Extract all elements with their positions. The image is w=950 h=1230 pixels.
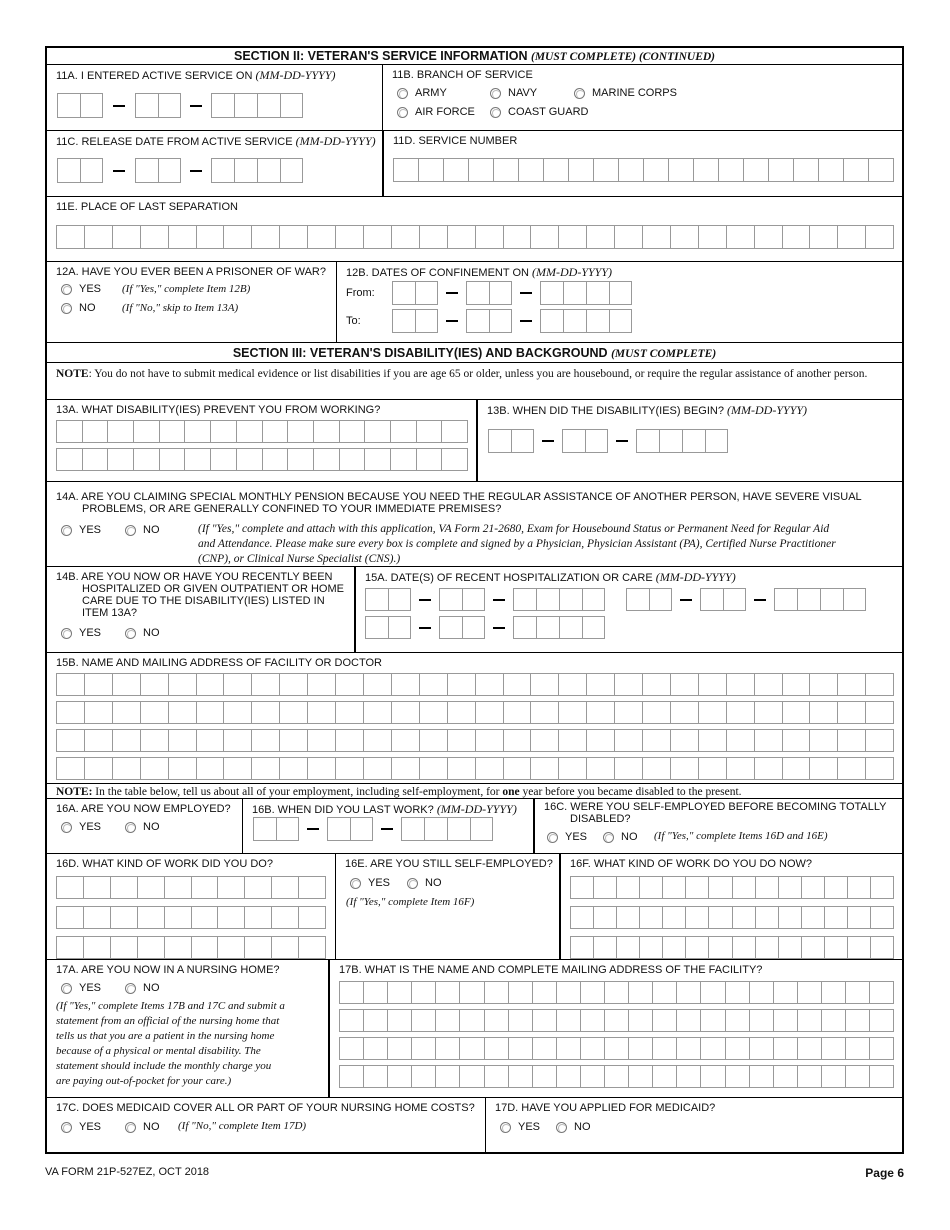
note-17a-1: (If "Yes," complete Items 17B and 17C and submit a bbox=[56, 1000, 285, 1012]
radio-circle-icon bbox=[125, 822, 136, 833]
note-17a-5: statement should include the monthly charge you bbox=[56, 1060, 272, 1072]
current-work-line-2[interactable] bbox=[570, 906, 894, 929]
row-12a-12b bbox=[47, 262, 902, 343]
note-text: : You do not have to submit medical evidence or list disabilities if you are age 65 or older, unless you are housebound, or require the regular assistance of another person. bbox=[88, 368, 868, 380]
radio-16c-no[interactable] bbox=[603, 831, 638, 843]
label-17b: 17B. WHAT IS THE NAME AND COMPLETE MAILING ADDRESS OF THE FACILITY? bbox=[339, 964, 763, 976]
radio-circle-icon bbox=[61, 284, 72, 295]
radio-marines[interactable] bbox=[574, 87, 677, 99]
radio-circle-icon bbox=[125, 525, 136, 536]
field-17c bbox=[47, 1098, 485, 1152]
date-12b-from[interactable] bbox=[392, 281, 632, 305]
fmt-15a: (MM-DD-YYYY) bbox=[655, 570, 736, 584]
field-16c bbox=[533, 799, 902, 853]
radio-army-label: ARMY bbox=[415, 87, 447, 99]
row-11e bbox=[47, 197, 902, 262]
radio-16c-yes-label: YES bbox=[565, 831, 588, 843]
label-14b bbox=[56, 571, 344, 619]
label-16c bbox=[544, 801, 887, 825]
field-15a bbox=[354, 567, 902, 652]
radio-16e-no[interactable] bbox=[407, 877, 442, 889]
note-17a-6: are paying out-of-pocket for your care.) bbox=[56, 1075, 232, 1087]
address-line-1[interactable] bbox=[56, 673, 894, 696]
radio-17d-no[interactable] bbox=[556, 1121, 591, 1133]
work-line-2[interactable] bbox=[56, 906, 326, 929]
place-of-separation-boxes[interactable] bbox=[56, 225, 894, 249]
radio-airforce[interactable] bbox=[397, 106, 475, 118]
row-17c-17d bbox=[47, 1098, 902, 1152]
fmt-11c: (MM-DD-YYYY) bbox=[295, 134, 376, 148]
label-16c-1: 16C. WERE YOU SELF-EMPLOYED BEFORE BECOMING TOTALLY bbox=[544, 801, 887, 813]
form-number: VA FORM 21P-527EZ, OCT 2018 bbox=[45, 1166, 210, 1178]
section-2-note: (MUST COMPLETE) (CONTINUED) bbox=[531, 51, 715, 63]
form-page bbox=[45, 46, 904, 1154]
radio-circle-icon bbox=[547, 832, 558, 843]
fmt-12b: (MM-DD-YYYY) bbox=[532, 265, 613, 279]
date-11a[interactable] bbox=[57, 93, 303, 118]
radio-14a-no[interactable] bbox=[125, 524, 160, 536]
radio-17a-no[interactable] bbox=[125, 982, 160, 994]
radio-coastguard[interactable] bbox=[490, 106, 588, 118]
note-17c: (If "No," complete Item 17D) bbox=[178, 1120, 307, 1132]
date-16b[interactable] bbox=[253, 817, 493, 841]
row-11a-11b bbox=[47, 65, 902, 131]
note2-bold: one bbox=[502, 786, 520, 798]
date-15a-1[interactable] bbox=[365, 588, 605, 611]
radio-marines-label: MARINE CORPS bbox=[592, 87, 677, 99]
label-17c: 17C. DOES MEDICAID COVER ALL OR PART OF YOUR NURSING HOME COSTS? bbox=[56, 1102, 475, 1114]
current-work-line-1[interactable] bbox=[570, 876, 894, 899]
radio-circle-icon bbox=[125, 983, 136, 994]
label-from: From: bbox=[346, 287, 375, 299]
label-14a-2: PROBLEMS, OR ARE GENERALLY CONFINED TO YOUR IMMEDIATE PREMISES? bbox=[82, 503, 502, 515]
radio-circle-icon bbox=[556, 1122, 567, 1133]
employment-note-row bbox=[47, 784, 902, 799]
note-17a-3: tells us that you are a patient in the nursing home bbox=[56, 1030, 275, 1042]
radio-circle-icon bbox=[397, 88, 408, 99]
current-work-line-3[interactable] bbox=[570, 936, 894, 959]
row-16d-16f bbox=[47, 854, 902, 960]
date-15a-3[interactable] bbox=[365, 616, 605, 639]
field-11b bbox=[382, 65, 902, 130]
radio-16c-yes[interactable] bbox=[547, 831, 587, 843]
radio-17a-no-label: NO bbox=[143, 982, 160, 994]
field-16e bbox=[335, 854, 559, 959]
field-11d bbox=[382, 131, 902, 196]
radio-17c-yes-label: YES bbox=[79, 1121, 102, 1133]
label-16b: 16B. WHEN DID YOU LAST WORK? bbox=[252, 804, 434, 816]
radio-17a-yes-label: YES bbox=[79, 982, 102, 994]
radio-circle-icon bbox=[61, 822, 72, 833]
section-3-title: SECTION III: VETERAN'S DISABILITY(IES) AND BACKGROUND bbox=[232, 346, 608, 360]
note-12a-yes: (If "Yes," complete Item 12B) bbox=[122, 283, 251, 295]
label-17a: 17A. ARE YOU NOW IN A NURSING HOME? bbox=[56, 964, 280, 976]
label-12b: 12B. DATES OF CONFINEMENT ON bbox=[346, 267, 529, 279]
label-13b: 13B. WHEN DID THE DISABILITY(IES) BEGIN? bbox=[487, 405, 724, 417]
radio-circle-icon bbox=[500, 1122, 511, 1133]
row-16a-16c bbox=[47, 799, 902, 854]
radio-12a-yes-label: YES bbox=[79, 283, 102, 295]
label-12a: 12A. HAVE YOU EVER BEEN A PRISONER OF WAR? bbox=[56, 266, 326, 278]
label-14b-2: HOSPITALIZED OR GIVEN OUTPATIENT OR HOME bbox=[82, 583, 344, 595]
radio-14a-yes[interactable] bbox=[61, 524, 101, 536]
radio-14b-no[interactable] bbox=[125, 627, 160, 639]
note-16c: (If "Yes," complete Items 16D and 16E) bbox=[654, 830, 828, 842]
facility-line-3[interactable] bbox=[339, 1037, 894, 1060]
address-line-2[interactable] bbox=[56, 701, 894, 724]
row-15b bbox=[47, 653, 902, 784]
field-13a bbox=[47, 400, 476, 481]
label-17d: 17D. HAVE YOU APPLIED FOR MEDICAID? bbox=[495, 1102, 716, 1114]
section-3-header bbox=[47, 343, 902, 363]
date-12b-to[interactable] bbox=[392, 309, 632, 333]
row-11c-11d bbox=[47, 131, 902, 197]
date-11c[interactable] bbox=[57, 158, 303, 183]
section-3-note-row bbox=[47, 363, 902, 400]
field-17d bbox=[485, 1098, 902, 1152]
radio-14b-no-label: NO bbox=[143, 627, 160, 639]
label-16c-2: DISABLED? bbox=[570, 813, 631, 825]
note2-label: NOTE: bbox=[56, 786, 93, 798]
radio-circle-icon bbox=[490, 107, 501, 118]
note-16e: (If "Yes," complete Item 16F) bbox=[346, 896, 475, 908]
work-line-1[interactable] bbox=[56, 876, 326, 899]
row-14b-15a bbox=[47, 567, 902, 653]
label-15a: 15A. DATE(S) OF RECENT HOSPITALIZATION OR CARE bbox=[365, 572, 653, 584]
radio-16e-no-label: NO bbox=[425, 877, 442, 889]
radio-17c-no[interactable] bbox=[125, 1121, 160, 1133]
work-line-3[interactable] bbox=[56, 936, 326, 959]
address-line-4[interactable] bbox=[56, 757, 894, 780]
row-13a-13b bbox=[47, 400, 902, 482]
label-16f: 16F. WHAT KIND OF WORK DO YOU DO NOW? bbox=[570, 858, 813, 870]
radio-17d-yes[interactable] bbox=[500, 1121, 540, 1133]
radio-navy-label: NAVY bbox=[508, 87, 538, 99]
instr-14a-3: (CNP), or Clinical Nurse Specialist (CNS).) bbox=[198, 553, 401, 565]
field-11a bbox=[47, 65, 382, 130]
radio-16a-no-label: NO bbox=[143, 821, 160, 833]
field-16f bbox=[559, 854, 902, 959]
radio-circle-icon bbox=[574, 88, 585, 99]
service-number-boxes[interactable] bbox=[393, 158, 894, 182]
note-17a bbox=[56, 999, 285, 1089]
radio-17c-no-label: NO bbox=[143, 1121, 160, 1133]
field-16b bbox=[242, 799, 533, 853]
label-11b: 11B. BRANCH OF SERVICE bbox=[392, 69, 533, 81]
radio-circle-icon bbox=[603, 832, 614, 843]
label-to: To: bbox=[346, 315, 361, 327]
facility-line-2[interactable] bbox=[339, 1009, 894, 1032]
radio-circle-icon bbox=[125, 1122, 136, 1133]
section-2-title: SECTION II: VETERAN'S SERVICE INFORMATION bbox=[234, 49, 528, 63]
label-11e: 11E. PLACE OF LAST SEPARATION bbox=[56, 201, 238, 213]
radio-14b-yes-label: YES bbox=[79, 627, 102, 639]
radio-16a-yes-label: YES bbox=[79, 821, 102, 833]
field-12a bbox=[47, 262, 336, 342]
radio-16a-yes[interactable] bbox=[61, 821, 101, 833]
facility-line-1[interactable] bbox=[339, 981, 894, 1004]
section-3-note: (MUST COMPLETE) bbox=[611, 348, 717, 360]
radio-17c-yes[interactable] bbox=[61, 1121, 101, 1133]
radio-circle-icon bbox=[61, 1122, 72, 1133]
label-14b-3: CARE DUE TO THE DISABILITY(IES) LISTED IN bbox=[82, 595, 325, 607]
radio-airforce-label: AIR FORCE bbox=[415, 106, 475, 118]
radio-14b-yes[interactable] bbox=[61, 627, 101, 639]
radio-circle-icon bbox=[61, 525, 72, 536]
radio-12a-yes[interactable] bbox=[61, 283, 101, 295]
radio-14a-no-label: NO bbox=[143, 524, 160, 536]
radio-coastguard-label: COAST GUARD bbox=[508, 106, 589, 118]
fmt-13b: (MM-DD-YYYY) bbox=[727, 403, 808, 417]
radio-16a-no[interactable] bbox=[125, 821, 160, 833]
radio-circle-icon bbox=[397, 107, 408, 118]
label-14b-1: 14B. ARE YOU NOW OR HAVE YOU RECENTLY BEEN bbox=[56, 571, 333, 583]
instr-14a-2: and Attendance. Please make sure every box is complete and signed by a Physician, Physician Assistant (PA), Certified Nurse Practitioner bbox=[198, 538, 836, 550]
label-11c: 11C. RELEASE DATE FROM ACTIVE SERVICE bbox=[56, 136, 293, 148]
radio-17a-yes[interactable] bbox=[61, 982, 101, 994]
date-13b[interactable] bbox=[488, 429, 728, 453]
row-17a-17b bbox=[47, 960, 902, 1098]
label-13a: 13A. WHAT DISABILITY(IES) PREVENT YOU FROM WORKING? bbox=[56, 404, 381, 416]
note-17a-2: statement from an official of the nursing home that bbox=[56, 1015, 280, 1027]
field-17a bbox=[47, 960, 328, 1097]
field-16a bbox=[47, 799, 242, 853]
facility-line-4[interactable] bbox=[339, 1065, 894, 1088]
radio-circle-icon bbox=[407, 878, 418, 889]
radio-16e-yes-label: YES bbox=[368, 877, 391, 889]
label-16a: 16A. ARE YOU NOW EMPLOYED? bbox=[56, 803, 231, 815]
label-16d: 16D. WHAT KIND OF WORK DID YOU DO? bbox=[56, 858, 273, 870]
field-16d bbox=[47, 854, 335, 959]
page-number: Page 6 bbox=[865, 1166, 904, 1180]
radio-12a-no-label: NO bbox=[79, 302, 96, 314]
note-label: NOTE bbox=[56, 368, 89, 380]
label-14b-4: ITEM 13A? bbox=[82, 607, 138, 619]
radio-12a-no[interactable] bbox=[61, 302, 96, 314]
field-12b bbox=[336, 262, 902, 342]
field-13b bbox=[476, 400, 902, 481]
radio-16e-yes[interactable] bbox=[350, 877, 390, 889]
label-15b: 15B. NAME AND MAILING ADDRESS OF FACILITY OR DOCTOR bbox=[56, 657, 382, 669]
label-11d: 11D. SERVICE NUMBER bbox=[393, 135, 518, 147]
disabilities-line-2[interactable] bbox=[56, 448, 468, 471]
fmt-16b: (MM-DD-YYYY) bbox=[436, 802, 517, 816]
radio-14a-yes-label: YES bbox=[79, 524, 102, 536]
fmt-11a: (MM-DD-YYYY) bbox=[255, 68, 336, 82]
label-16e: 16E. ARE YOU STILL SELF-EMPLOYED? bbox=[345, 858, 553, 870]
note2-text-1: In the table below, tell us about all of your employment, including self-employment, for bbox=[92, 786, 503, 798]
date-15a-2[interactable] bbox=[626, 588, 866, 611]
field-17b bbox=[328, 960, 902, 1097]
address-line-3[interactable] bbox=[56, 729, 894, 752]
note2-text-2: year before you became disabled to the present. bbox=[519, 786, 742, 798]
field-14b bbox=[47, 567, 354, 652]
radio-circle-icon bbox=[350, 878, 361, 889]
row-14a bbox=[47, 482, 902, 567]
radio-circle-icon bbox=[61, 983, 72, 994]
disabilities-line-1[interactable] bbox=[56, 420, 468, 443]
instr-14a-1: (If "Yes," complete and attach with this application, VA Form 21-2680, Exam for Housebound Status or Permanent Need for Regular Aid bbox=[198, 523, 830, 535]
radio-17d-yes-label: YES bbox=[518, 1121, 541, 1133]
radio-army[interactable] bbox=[397, 87, 447, 99]
label-11a: 11A. I ENTERED ACTIVE SERVICE ON bbox=[56, 70, 253, 82]
radio-circle-icon bbox=[490, 88, 501, 99]
label-14a-1: 14A. ARE YOU CLAIMING SPECIAL MONTHLY PENSION BECAUSE YOU NEED THE REGULAR ASSISTANCE OF ANOTHER PERSON, HAVE SEVERE VISUAL bbox=[56, 491, 862, 503]
radio-circle-icon bbox=[61, 628, 72, 639]
note-17a-4: because of a physical or mental disability. The bbox=[56, 1045, 261, 1057]
note-12a-no: (If "No," skip to Item 13A) bbox=[122, 302, 239, 314]
field-11c bbox=[47, 131, 382, 196]
radio-circle-icon bbox=[61, 303, 72, 314]
radio-17d-no-label: NO bbox=[574, 1121, 591, 1133]
radio-navy[interactable] bbox=[490, 87, 537, 99]
radio-16c-no-label: NO bbox=[621, 831, 638, 843]
radio-circle-icon bbox=[125, 628, 136, 639]
section-2-header bbox=[47, 48, 902, 65]
